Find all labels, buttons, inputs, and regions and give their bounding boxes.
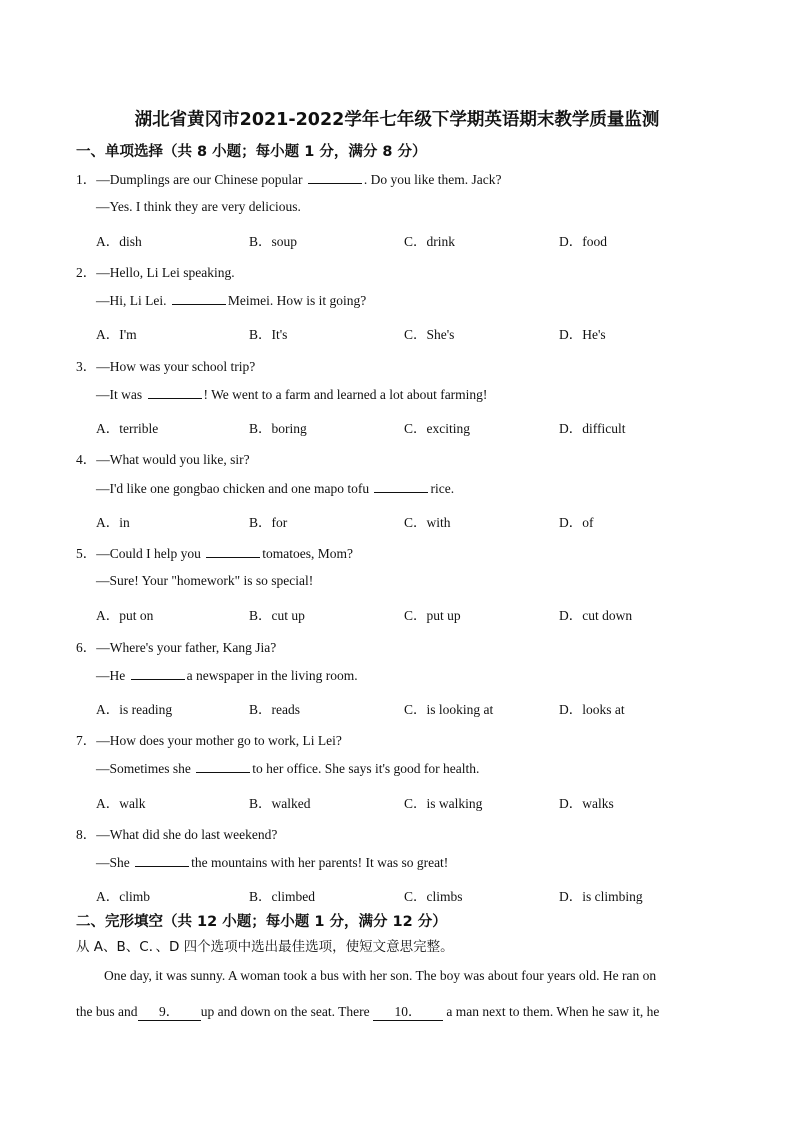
question-8: 8．—What did she do last weekend? — [76, 827, 278, 842]
q4-option-c[interactable]: C．with — [404, 515, 451, 530]
q4-option-a[interactable]: A．in — [96, 515, 130, 530]
q7-option-b[interactable]: B．walked — [249, 796, 311, 811]
passage-line-1: One day, it was sunny. A woman took a bus with her son. The boy was about four years old. He ran on — [104, 968, 657, 983]
q3-option-a[interactable]: A．terrible — [96, 421, 159, 436]
question-5: 5．—Could I help you tomatoes, Mom? — [76, 546, 353, 561]
q8-option-a[interactable]: A．climb — [96, 889, 150, 904]
question-5-reply: —Sure! Your "homework" is so special! — [96, 573, 314, 588]
section1-heading: 一、单项选择（共 8 小题；每小题 1 分，满分 8 分） — [76, 144, 427, 160]
q7-option-d[interactable]: D．walks — [559, 796, 614, 811]
q6-option-c[interactable]: C．is looking at — [404, 702, 494, 717]
question-7-reply: —Sometimes she to her office. She says it's good for health. — [96, 761, 480, 776]
q2-option-d[interactable]: D．He's — [559, 327, 606, 342]
question-3-reply: —It was ! We went to a farm and learned a lot about farming! — [96, 387, 488, 402]
question-4-reply: —I'd like one gongbao chicken and one mapo tofu rice. — [96, 481, 455, 496]
q3-option-c[interactable]: C．exciting — [404, 421, 470, 436]
q8-option-d[interactable]: D．is climbing — [559, 889, 643, 904]
q8-option-b[interactable]: B．climbed — [249, 889, 315, 904]
question-6-reply: —He a newspaper in the living room. — [96, 668, 358, 683]
question-1: 1．—Dumplings are our Chinese popular . Do you like them. Jack? — [76, 172, 502, 187]
question-3: 3．—How was your school trip? — [76, 359, 256, 374]
question-2: 2．—Hello, Li Lei speaking. — [76, 265, 235, 280]
q3-option-d[interactable]: D．difficult — [559, 421, 626, 436]
q3-option-b[interactable]: B．boring — [249, 421, 307, 436]
q5-option-a[interactable]: A．put on — [96, 608, 154, 623]
q6-option-b[interactable]: B．reads — [249, 702, 300, 717]
blank-9[interactable]: 9． — [138, 1000, 201, 1021]
question-8-reply: —She the mountains with her parents! It was so great! — [96, 855, 449, 870]
q2-option-b[interactable]: B．It's — [249, 327, 288, 342]
q4-option-b[interactable]: B．for — [249, 515, 288, 530]
q2-option-a[interactable]: A．I'm — [96, 327, 137, 342]
q1-option-b[interactable]: B．soup — [249, 234, 298, 249]
q7-option-c[interactable]: C．is walking — [404, 796, 483, 811]
question-2-reply: —Hi, Li Lei. Meimei. How is it going? — [96, 293, 367, 308]
question-6: 6．—Where's your father, Kang Jia? — [76, 640, 277, 655]
section2-instruction: 从 A、B、C．、D 四个选项中选出最佳选项，使短文意思完整。 — [76, 939, 454, 955]
q1-option-d[interactable]: D．food — [559, 234, 607, 249]
q5-option-b[interactable]: B．cut up — [249, 608, 305, 623]
q5-option-c[interactable]: C．put up — [404, 608, 461, 623]
page-title: 湖北省黄冈市2021-2022学年七年级下学期英语期末教学质量监测 — [134, 110, 660, 130]
q6-option-a[interactable]: A．is reading — [96, 702, 173, 717]
blank-10[interactable]: 10． — [373, 1000, 443, 1021]
question-7: 7．—How does your mother go to work, Li Lei? — [76, 733, 342, 748]
question-4: 4．—What would you like, sir? — [76, 452, 250, 467]
passage-line-2: the bus and 9． up and down on the seat. There 10． a man next to them. When he saw it, he — [76, 1000, 659, 1021]
q5-option-d[interactable]: D．cut down — [559, 608, 633, 623]
q4-option-d[interactable]: D．of — [559, 515, 594, 530]
q1-option-c[interactable]: C．drink — [404, 234, 456, 249]
section2-heading: 二、完形填空（共 12 小题；每小题 1 分，满分 12 分） — [76, 914, 447, 930]
q8-option-c[interactable]: C．climbs — [404, 889, 463, 904]
q2-option-c[interactable]: C．She's — [404, 327, 455, 342]
q1-option-a[interactable]: A．dish — [96, 234, 142, 249]
q7-option-a[interactable]: A．walk — [96, 796, 146, 811]
question-1-reply: —Yes. I think they are very delicious. — [96, 199, 301, 214]
q6-option-d[interactable]: D．looks at — [559, 702, 625, 717]
